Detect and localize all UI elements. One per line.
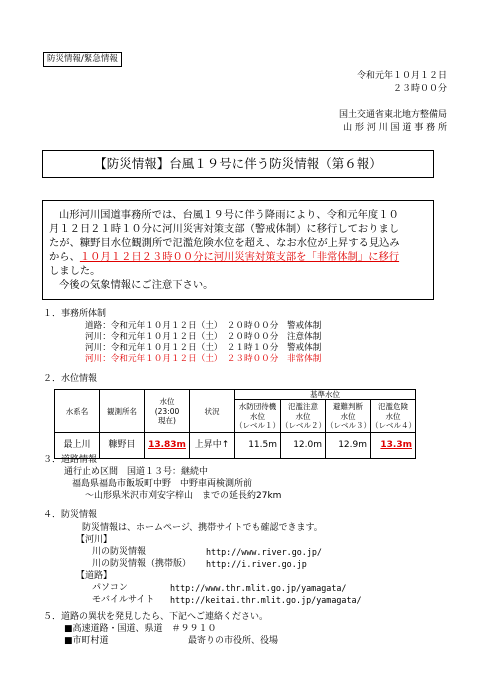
river-mobile-link[interactable]: http://i.river.go.jp [206, 559, 307, 569]
lv1-level: （レベル１） [235, 421, 280, 431]
road-closure-line: 通行止め区間 国道１３号：継続中 [64, 467, 209, 477]
lv4-sub: 水位 [385, 411, 401, 421]
road-closure-start: 福島県福島市飯坂町中野 中野車両検測所前 [72, 479, 253, 489]
table-header-level-time: (23:00 [154, 406, 180, 416]
road-closure-end: ～山形県米沢市刈安字梓山 までの延長約27km [85, 491, 282, 501]
notice-line-1: 山形河川国道事務所では、台風１９号に伴う降雨により、令和元年度１０ [59, 209, 399, 221]
mobile-site-link[interactable]: http://keitai.thr.mlit.go.jp/yamagata/ [170, 595, 362, 605]
river-info-link[interactable]: http://www.river.go.jp/ [206, 547, 322, 557]
notice-emergency-shift: １０月１２日２３時００分に河川災害対策支部を「非常体制」に移行 [79, 251, 400, 263]
river-mobile-label: 川の防災情報（携帯版） [92, 559, 192, 569]
cell-station: 糠野目 [100, 433, 145, 459]
organization-office: 山 形 河 川 国 道 事 務 所 [343, 123, 447, 133]
cell-lv2: 12.0m [281, 433, 326, 459]
cell-lv3: 12.9m [326, 433, 371, 459]
notice-box [42, 200, 434, 300]
table-row [55, 433, 416, 459]
lv4-level: （レベル４） [371, 421, 416, 431]
table-header-level-now: 現在) [158, 415, 176, 425]
cell-status: 上昇中↑ [190, 433, 235, 459]
lv4-name: 氾濫危険 [378, 402, 408, 412]
notice-line-4-prefix: から、 [49, 251, 80, 263]
lv1-name: 水防団待機 [238, 402, 277, 412]
cell-lv4: 13.3m [371, 433, 416, 459]
table-header-lv3 [326, 400, 371, 433]
lv2-level: （レベル２） [281, 421, 326, 431]
lv3-name: 避難判断 [333, 402, 363, 412]
issue-time: ２３時００分 [392, 84, 447, 94]
lv2-sub: 水位 [295, 411, 311, 421]
notice-line-4 [49, 251, 399, 264]
contact-municipal-value: 最寄りの市役所、役場 [188, 636, 279, 646]
road-heading: 【道路】 [76, 571, 113, 581]
table-header-lv2 [281, 400, 326, 433]
section-1-heading: １．事務所体制 [43, 309, 107, 319]
section-5-heading: ５．道路の異状を発見したら、下記へご連絡ください。 [43, 612, 269, 622]
notice-line-3: たが、糠野目水位観測所で氾濫危険水位を超え、なお水位が上昇する見込み [49, 237, 400, 249]
table-header-station: 観測所名 [100, 390, 145, 433]
table-header-lv1 [235, 400, 281, 433]
status-row-emergency: 河川：令和元年１０月１２日（土） ２３時００分 非常体制 [85, 354, 322, 364]
issue-date: 令和元年１０月１２日 [356, 71, 447, 81]
cell-current-level: 13.83m [145, 433, 190, 459]
status-row: 河川：令和元年１０月１２日（土） ２０時００分 注意体制 [85, 332, 322, 342]
table-header-river: 水系名 [55, 390, 100, 433]
section-3-heading: ３．道路情報 [43, 455, 98, 465]
river-info-label: 川の防災情報 [92, 547, 147, 557]
contact-highway: ■高速道路・国道、県道 ＃９９１０ [64, 624, 217, 634]
table-header-level [145, 390, 190, 433]
lv1-sub: 水位 [250, 411, 265, 421]
status-row: 河川：令和元年１０月１２日（土） ２１時１０分 警戒体制 [85, 343, 322, 353]
section-4-heading: ４．防災情報 [43, 510, 98, 520]
organization-bureau: 国土交通省東北地方整備局 [338, 110, 447, 120]
lv3-sub: 水位 [340, 411, 356, 421]
document-title: 【防災情報】台風１９号に伴う防災情報（第６報） [42, 150, 434, 178]
table-header-base-level: 基準水位 [235, 390, 416, 400]
pc-label: パソコン [92, 583, 128, 593]
lv2-name: 氾濫注意 [288, 402, 318, 412]
mobile-site-label: モバイルサイト [92, 595, 155, 605]
info-intro: 防災情報は、ホームページ、携帯サイトでも確認できます。 [82, 523, 323, 533]
notice-line-2: 月１２日２１時１０分に河川災害対策支部（警戒体制）に移行しておりまし [49, 223, 400, 235]
status-row: 道路：令和元年１０月１２日（土） ２０時００分 警戒体制 [85, 321, 322, 331]
section-2-heading: ２．水位情報 [43, 374, 98, 384]
table-header-lv4 [371, 400, 416, 433]
river-heading: 【河川】 [76, 535, 113, 545]
cell-river: 最上川 [55, 433, 100, 459]
contact-municipal-label: ■市町村道 [64, 636, 109, 646]
category-label: 防災情報/緊急情報 [43, 52, 122, 67]
lv3-level: （レベル３） [326, 421, 371, 431]
table-header-status: 状況 [190, 390, 235, 433]
notice-line-6: 今後の気象情報にご注意下さい。 [59, 279, 214, 291]
table-header-level-label: 水位 [159, 397, 175, 407]
cell-lv1: 11.5m [235, 433, 281, 459]
pc-link[interactable]: http://www.thr.mlit.go.jp/yamagata/ [170, 583, 347, 593]
water-level-table [54, 389, 416, 459]
notice-line-5: しました。 [49, 265, 101, 277]
